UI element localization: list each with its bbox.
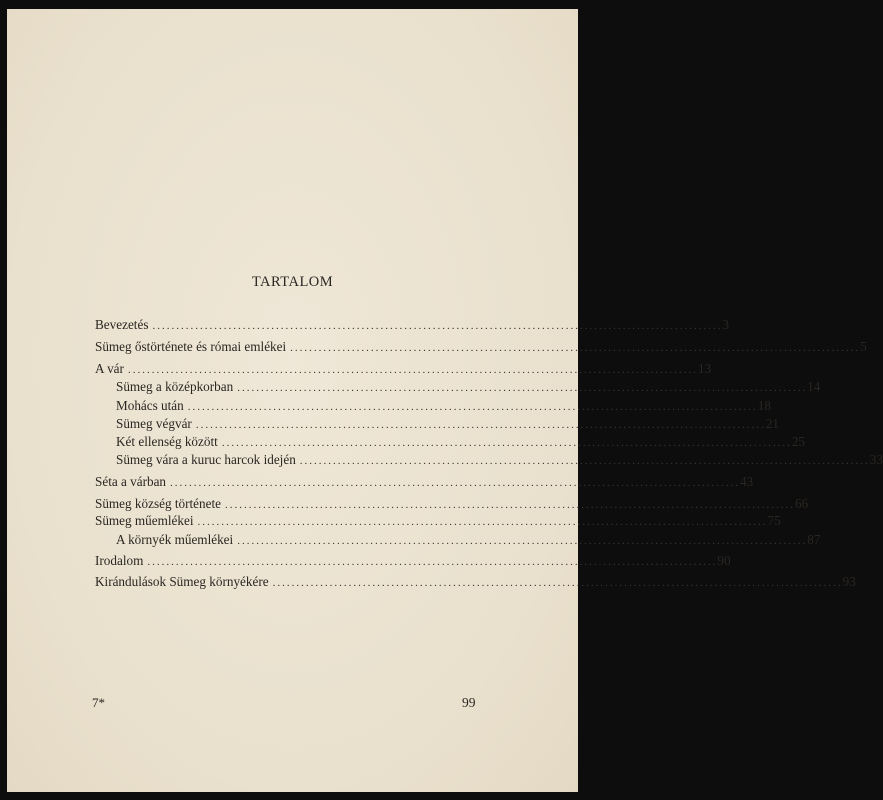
toc-entry-label: Séta a várban: [95, 474, 167, 489]
page-number: 99: [462, 695, 476, 710]
toc-entry-label: Sümeg vára a kuruc harcok idején: [116, 452, 296, 467]
toc-entry: [95, 551, 731, 571]
toc-entry-label: Sümeg végvár: [116, 416, 192, 431]
toc-entry-page: 14: [807, 379, 821, 394]
dot-leader: ........................................................................................................................: [221, 437, 792, 449]
dot-leader: ........................................................................................................................: [299, 455, 870, 467]
toc-entry-label: Sümeg őstörténete és római emlékei: [95, 339, 287, 354]
dot-leader: ........................................................................................................................: [170, 477, 741, 489]
toc-entry: [116, 530, 821, 550]
toc-entry: [95, 572, 856, 592]
signature-mark: 7*: [92, 695, 105, 710]
dot-leader: ........................................................................................................................: [237, 535, 808, 547]
toc-entry-page: 87: [807, 532, 821, 547]
dot-leader: ........................................................................................................................: [152, 320, 723, 332]
dot-leader: ........................................................................................................................: [127, 364, 698, 376]
toc-entry: [116, 414, 779, 434]
toc-entry: [95, 511, 781, 531]
toc-entry-page: 25: [791, 434, 805, 449]
toc-entry-label: Kirándulások Sümeg környékére: [95, 574, 269, 589]
toc-entry-page: 5: [860, 339, 867, 354]
toc-entry-page: 43: [740, 474, 754, 489]
toc-entry-page: 13: [697, 361, 712, 376]
toc-entry: [116, 377, 821, 397]
toc-entry: [95, 359, 712, 379]
dot-leader: ........................................................................................................................: [272, 577, 843, 589]
dot-leader: ........................................................................................................................: [195, 419, 766, 431]
toc-entry-label: Sümeg a középkorban: [116, 379, 234, 394]
dot-leader: ........................................................................................................................: [224, 499, 795, 511]
toc-entry-page: 93: [842, 574, 856, 589]
toc-entry-label: Két ellenség között: [116, 434, 218, 449]
toc-entry-label: Bevezetés: [95, 317, 149, 332]
toc-entry-page: 66: [794, 496, 809, 511]
toc-entry-page: 75: [767, 513, 781, 528]
dot-leader: ........................................................................................................................: [237, 382, 808, 394]
toc-entry-label: Irodalom: [95, 553, 144, 568]
dot-leader: ........................................................................................................................: [290, 342, 861, 354]
toc-entry: [116, 396, 771, 416]
toc-entry-label: A környék műemlékei: [116, 532, 234, 547]
toc-entry: [116, 432, 805, 452]
toc-entry-label: Mohács után: [116, 398, 184, 413]
toc-entry-page: 33: [869, 452, 883, 467]
table-of-contents: [7, 9, 883, 792]
toc-title: TARTALOM: [251, 274, 334, 290]
toc-entry-label: Sümeg község története: [95, 496, 221, 511]
dot-leader: ........................................................................................................................: [147, 556, 718, 568]
toc-entry-page: 21: [765, 416, 779, 431]
book-page: [7, 9, 883, 792]
dot-leader: ........................................................................................................................: [187, 401, 758, 413]
toc-entry-label: A vár: [95, 361, 124, 376]
toc-entry: [95, 315, 730, 335]
toc-entry-page: 90: [717, 553, 731, 568]
toc-entry-page: 18: [757, 398, 771, 413]
toc-entry: [95, 337, 867, 357]
toc-entry: [95, 472, 754, 492]
dot-leader: ........................................................................................................................: [197, 516, 768, 528]
toc-entry-label: Sümeg műemlékei: [95, 513, 194, 528]
toc-entry-page: 3: [722, 317, 730, 332]
toc-entry: [116, 450, 883, 470]
